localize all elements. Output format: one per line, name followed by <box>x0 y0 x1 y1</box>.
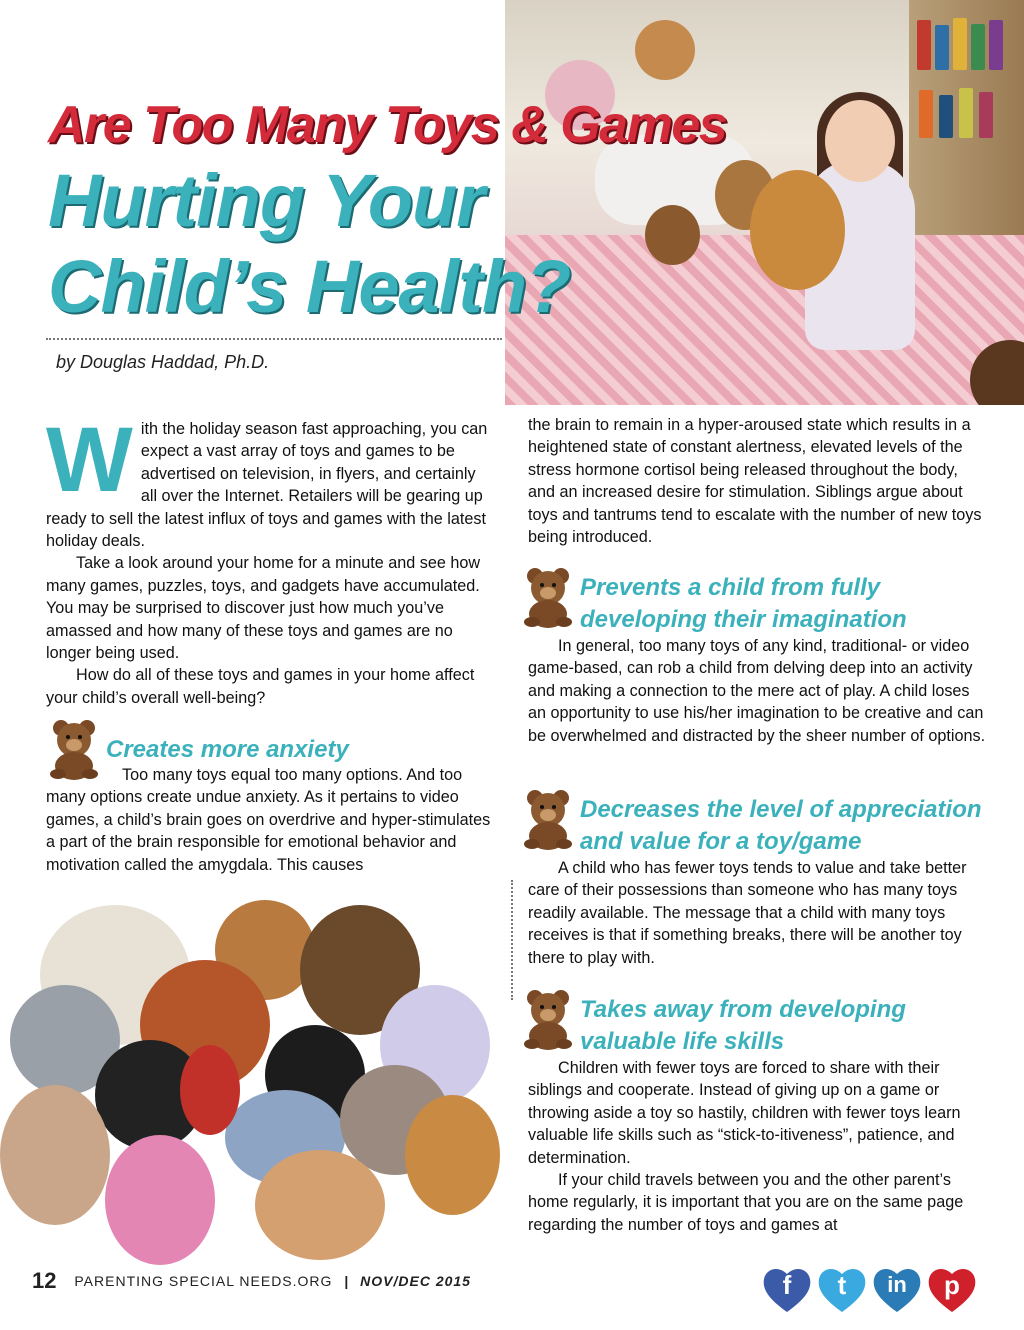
hero-photo-girl-with-teddy-bears <box>505 0 1024 405</box>
heading-line-2: and value for a toy/game <box>580 828 862 855</box>
heading-decreases-appreciation <box>580 794 982 858</box>
life-skills-paragraph-1: Children with fewer toys are forced to share with their siblings and cooperate. Instead of giving up on a game or throwing aside a toy so hastily, children with fewer toys learn valuable life skills such as “stick-to-itiveness”, patience, and determination. <box>528 1059 961 1167</box>
teddy-bear-icon <box>520 988 576 1050</box>
heading-line-1: Decreases the level of appreciation <box>580 796 982 823</box>
heading-prevents-imagination <box>580 572 907 636</box>
title-divider <box>46 338 502 340</box>
drop-cap: W <box>46 409 133 511</box>
heading-line-2: developing their imagination <box>580 606 907 633</box>
footer-separator: | <box>344 1273 349 1289</box>
heading-line-1: Takes away from developing <box>580 996 906 1023</box>
plush-toy-pile-photo <box>0 895 505 1270</box>
intro-paragraph-1: ith the holiday season fast approaching, you can expect a vast array of toys and games to be advertised on television, in flyers, and certainly all over the Internet. Retailers will be gearing up ready to sell the latest influx of toys and games with the latest holiday deals. <box>46 420 488 551</box>
left-column-intro <box>46 409 496 709</box>
heading-takes-away-life-skills <box>580 994 906 1058</box>
appreciation-body <box>528 857 988 969</box>
pinterest-glyph: p <box>944 1270 960 1300</box>
life-skills-body <box>528 1057 988 1236</box>
imagination-paragraph: In general, too many toys of any kind, traditional- or video game-based, can rob a child from delving deep into an activity and making a connection to the mere act of play. A child loses an opportunity to use his/her imagination to be creative and can be overwhelmed and distracted by the sheer number of options. <box>528 637 986 745</box>
title-line-1: Are Too Many Toys & Games <box>48 96 727 154</box>
teddy-bear-icon <box>520 788 576 850</box>
heading-creates-more-anxiety: Creates more anxiety <box>106 736 349 763</box>
linkedin-icon[interactable] <box>870 1262 924 1316</box>
page-footer <box>32 1268 471 1294</box>
column-divider <box>511 880 513 1000</box>
linkedin-glyph: in <box>887 1272 907 1297</box>
byline: by Douglas Haddad, Ph.D. <box>56 352 270 372</box>
intro-paragraph-3: How do all of these toys and games in your home affect your child’s overall well-being? <box>46 666 475 707</box>
life-skills-paragraph-2: If your child travels between you and the other parent’s home regularly, it is important that you are on the same page regarding the number of toys and games at <box>528 1171 964 1234</box>
anxiety-body-continued <box>528 414 988 548</box>
girl-face <box>825 100 895 182</box>
pinterest-icon[interactable] <box>925 1262 979 1316</box>
anxiety-body <box>46 764 496 876</box>
title-line-2: Hurting Your <box>48 159 485 242</box>
footer-site-link[interactable]: PARENTING SPECIAL NEEDS.ORG <box>74 1273 333 1289</box>
twitter-icon[interactable] <box>815 1262 869 1316</box>
heading-line-1: Prevents a child from fully <box>580 574 881 601</box>
intro-paragraph-2: Take a look around your home for a minute and see how many games, puzzles, toys, and gadgets have accumulated. You may be surprised to discover just how much you’ve amassed and how many of these toys and games are no longer being used. <box>46 554 481 663</box>
facebook-icon[interactable] <box>760 1262 814 1316</box>
anxiety-paragraph-continued: the brain to remain in a hyper-aroused state which results in a heightened state of constant alertness, elevated levels of the stress hormone cortisol being released throughout the body, and an increased desire for stimulation. Siblings argue about toys and tantrums tend to escalate with the number of new toys being introduced. <box>528 416 982 547</box>
appreciation-paragraph: A child who has fewer toys tends to value and take better care of their possessions than someone who has many toys readily available. The message that a child with many toys receives is that if something breaks, there will be another toy there to play with. <box>528 859 967 967</box>
issue-date: NOV/DEC 2015 <box>360 1273 471 1289</box>
teddy-bear-icon <box>520 566 576 628</box>
twitter-glyph: t <box>837 1270 847 1300</box>
title-line-3: Child’s Health? <box>48 245 571 328</box>
large-teddy-bear <box>750 170 845 290</box>
facebook-glyph: f <box>782 1270 792 1300</box>
page-number: 12 <box>32 1268 57 1293</box>
heading-line-2: valuable life skills <box>580 1028 785 1055</box>
imagination-body <box>528 635 988 747</box>
anxiety-paragraph: Too many toys equal too many options. And too many options create undue anxiety. As it pertains to video games, a child’s brain goes on overdrive and hyper-stimulates a part of the brain responsible for emotional behavior and motivation called the amygdala. This causes <box>46 766 491 874</box>
